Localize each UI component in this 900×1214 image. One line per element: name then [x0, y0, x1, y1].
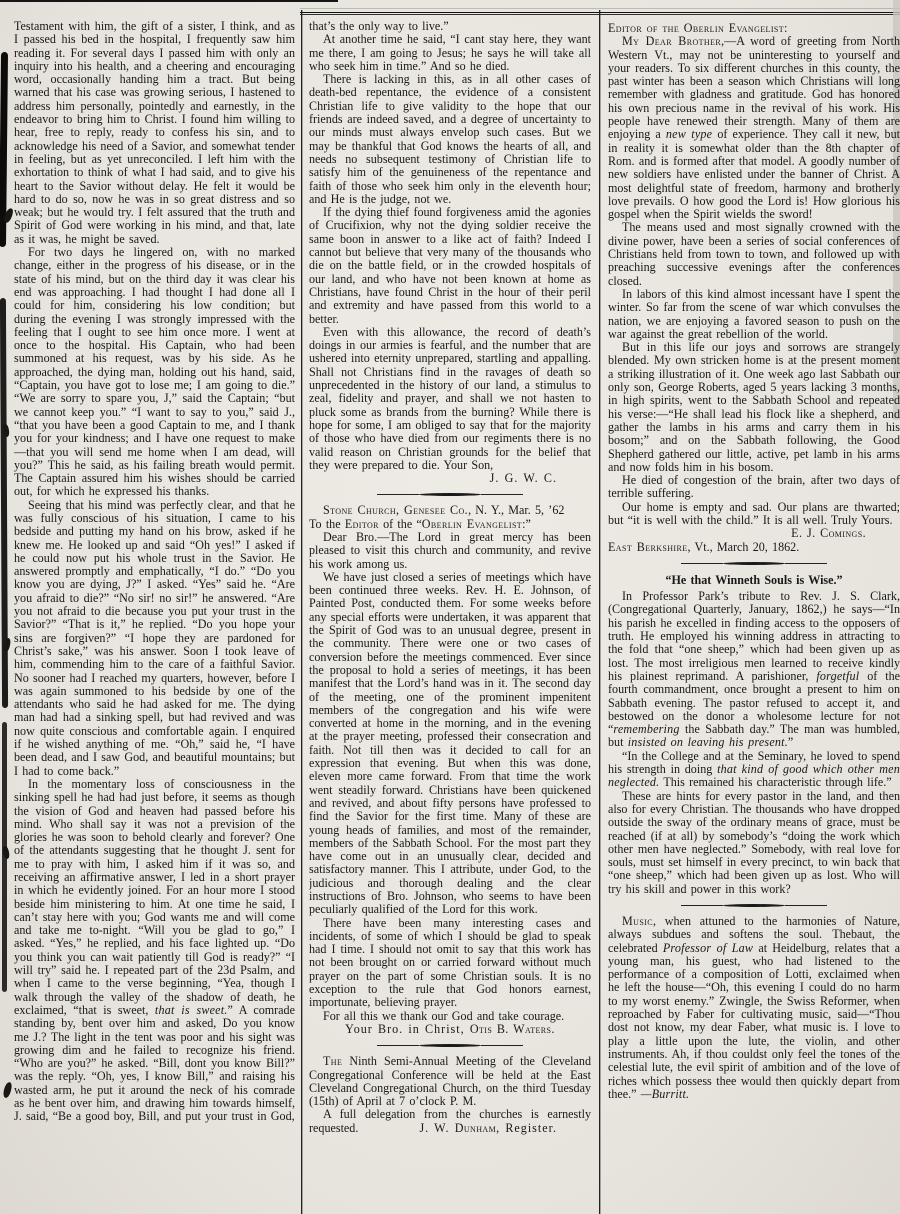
separator-rule [608, 899, 900, 912]
paragraph: These are hints for every pastor in the land, and then also for every Christian. The thousands who have dropped outside the sway of the ordinary means of grace, must be reached (if at all) by somebody’s “doing the work which other men have neglected.” Somebody, with real love for souls, must set himself in every precinct, to win back that “one sheep,” which had been given up as lost. Who will try his skill and power in this work? [608, 788, 900, 896]
separator-rule [309, 1039, 591, 1052]
rule-line [681, 563, 723, 564]
rule-center [723, 562, 785, 565]
paragraph: Our home is empty and sad. Our plans are thwarted; but “it is well with the child.” It is all well. Truly Yours. [608, 499, 900, 527]
paragraph: Music, when attuned to the harmonies of Nature, always subdues and softens the soul. Thebaut, the celebrated Professor of Law at Heidelburg, relates that a young man, his guest, who had listened to the performance of a composition of Lotti, exclaimed when he left the house—“Oh, this evening I could do no harm to my worst enemy.” Zwingle, the Swiss Reformer, when reproached by Faber for cultivating music, said—“Thou dost not know, my dear Faber, what music is. I love to play a little upon the lute, the violin, and other instruments. Ah, if thou couldst only feel the tones of the celestial lute, the evil spirit of ambition and of the love of riches which possess thee would then quickly depart from thee.” —Burritt. [608, 914, 900, 1101]
paragraph: Even with this allowance, the record of death’s doings in our armies is fearful, and the number that are ushered into eternity unprepared, startling and appalling. Shall not Christians find in the ravages of death so unprecedented in the history of our land, a stimulus to zeal, fidelity and prayer, and shall we not hasten to pluck some as brands from the burning? While there is hope for some, I am obliged to say that for the majority of those who have died from our regiments there is no valid reason on Christian grounds for the belief that they were prepared to die. Your Son, [309, 324, 591, 472]
paragraph: We have just closed a series of meetings which have been continued three weeks. Rev. H. E. Johnson, of Painted Post, conducted them. For some weeks before any special efforts were undertaken, it was apparent that the Spirit of God was to an unusual degree, present in the community. There were one or two cases of conversion before the meetings commenced. Ever since the proposal to hold a series of meetings, it has been manifest that the Lord’s hand was in it. The second day of the meeting, one of the prominent impenitent members of the congregation and his wife were converted at home in the morning, and in the evening at the prayer meeting, professed their consecration and faith. Not till then was it decided to call for an expression that evening. But when this was done, eleven more came forward. From that time the work went steadily forward. Christians have been quickened and revived, and about fifty persons have professed to find the Savior for the first time. Many of these are young heads of families, and most of the remainder, members of the Sabbath School. For the most part they have come out in an unusually clear, decided and satisfactory manner. This I attribute, under God, to the judicious and thorough dealing and the clear instructions of Bro. Johnson, who seems to have been peculiarly qualified of the Lord for this work. [309, 569, 591, 917]
column-1 [14, 0, 295, 1214]
salutation: To the Editor of the “Oberlin Evangelist:” [309, 516, 531, 531]
paragraph: “In the College and at the Seminary, he loved to spend his strength in doing that kind of good which other men neglected. This remained his characteristic through life.” [608, 748, 900, 790]
paragraph: In Professor Park’s tribute to Rev. J. S. Clark, (Congregational Quarterly, January, 1862,) he says—“In his parish he excelled in finding access to the opposers of truth. He employed his winning address in attracting to the fold that “one sheep,” which had been given up as lost. The most irreligious men learned to receive kindly his plainest reprimand. A parishioner, forgetful of the fourth commandment, once brought a present to him on Sabbath evening. The pastor refused to accept it, and bestowed on the donor a wholesome lecture for not “remembering the Sabbath day.” The man was humbled, but insisted on leaving his present.” [608, 589, 900, 750]
rule-line [785, 905, 827, 906]
article-title: “He that Winneth Souls is Wise.” [665, 572, 843, 587]
paragraph: In the momentary loss of consciousness in the sinking spell he had had just before, it seems as though the vision of God and heaven had passed before his mind. Who shall say it was not a prevision of the glories he was soon to behold clearly and forever? One of the attendants suggesting that he thought J. sent for me to pray with him, I asked him if it was so, and receiving an affirmative answer, I led in a short prayer in which he evidently joined. For an hour more I stood beside him ministering to him. At one time he said, I can’t stay here with you; God wants me and will come and take me to-night. “Will you be glad to go,” I asked. “Yes,” he replied, and his face lighted up. “Do you think you can wait patiently till God is ready?” “I will try” said he. I repeated part of the 23d Psalm, and when I came to the verse beginning, “Yea, though I walk through the valley of the shadow of death, he exclaimed, “that is sweet, that is sweet.” A comrade standing by, bent over him and asked, Do you know me J.? The light in the tent was poor and his sight was growing dim and he failed to recognize his friend. “Who are you?” he asked. “Bill, dont you know Bill?” was the reply. “Oh, yes, I know Bill,” and raising his wasted arm, he put it around the neck of his comrade as he bent over him, and drawing him towards himself, J. said, “Be a good boy, Bill, and put your trust in God, [14, 776, 295, 1124]
notice: The Ninth Semi-Annual Meeting of the Cleveland Congregational Conference will be held at the East Cleveland Congregational Church, on the third Tuesday (15th) of April at 7 o’clock P. M. [309, 1054, 591, 1109]
column-3 [608, 0, 900, 1214]
binding-mark [2, 1081, 12, 1098]
paragraph: There have been many interesting cases and incidents, of some of which I should be glad to speak had I time. I should not omit to say that this work has not been brought on or carried forward without much prayer on the part of some Christian souls. It is no exception to the rule that God honors earnest, importunate, believing prayer. [309, 915, 591, 1010]
rule-line [785, 563, 827, 564]
dateline: Stone Church, Genesee Co., N. Y., Mar. 5, ’62 [323, 503, 565, 518]
section-heading: Editor of the Oberlin Evangelist: [608, 21, 788, 35]
rule-line [481, 1045, 523, 1046]
column-2 [309, 0, 591, 1214]
paragraph: If the dying thief found forgiveness amid the agonies of Crucifixion, why not the dying soldier receive the same boon in answer to a like act of faith? Indeed I cannot but believe that very many of the thousands who die on the battle field, or in the crowded hospitals of our land, and who have not been known at home as Christians, have found Christ in the hour of their peril and extremity and have passed from this world to a better. [309, 205, 591, 326]
paragraph: He died of congestion of the brain, after two days of terrible suffering. [608, 473, 900, 501]
paragraph: But in this life our joys and sorrows are strangely blended. My own stricken home is at the present moment a striking illustration of it. One week ago last Sabbath our only son, George Roberts, aged 5 years lacking 3 months, in high spirits, went to the Sabbath School and repeated his verse:—“He shall lead his flock like a shepherd, and gather the lambs in his arms and carry them in his bosom;” and on the Sabbath following, the Good Shepherd gathered our little, active, pet lamb in his arms and now folds him in his bosom. [608, 340, 900, 474]
dateline: East Berkshire, Vt., March 20, 1862. [608, 539, 800, 554]
paragraph: The means used and most signally crowned with the divine power, have been a series of social conferences of Christians held from town to town, and followed up with preaching successive evenings after the conferences closed. [608, 220, 900, 288]
notice: A full delegation from the churches is earnestly requested. [309, 1107, 591, 1135]
paragraph: Testament with him, the gift of a sister, I think, and as I passed his bed in the hospital, I frequently saw him reading it. For several days I passed him with only an inquiry into his health, and a cheering and encouraging word, occasionally handing him a tract. But being warned that his case was growing serious, I hastened to address him personally, pointedly and earnestly, in the endeavor to bring him to Christ. I found him willing to hear, free to reply, ready to confess his sin, and to acknowledge his need of a Savior, and somewhat tender in feeling, but as yet unreconciled. I left him with the exhortation to think of what I had said, and to give his heart to the Savior without delay. He felt it would be hard to do so, now he was in so great distress and so weak; but he would try. I felt assured that the truth and Spirit of God were working in his mind, and that, late as it was, he might be saved. [14, 19, 295, 246]
paragraph: My Dear Brother,—A word of greeting from North Western Vt., may not be uninteresting to yourself and your readers. To six different churches in this county, the past winter has been a season which Christians will long remember with gladness and gratitude. God has honored his own precious name in the revival of his work. His people have renewed their strength. Many of them are enjoying a new type of experience. They call it new, but in reality it is somewhat older than the 8th chapter of Rom. and is formed after that model. A goodly number of new soldiers have enlisted under the banner of Christ. A most delightful state of freedom, harmony and brotherly love prevails. O how good the Lord is! How glorious his gospel when the Spirit wields the sword! [608, 34, 900, 222]
rule-line [377, 494, 419, 495]
rule-line [481, 494, 523, 495]
rule-center [419, 1044, 481, 1047]
column-rule-2 [599, 10, 600, 1214]
signature: J. W. Dunham, Register. [419, 1120, 557, 1135]
signature: J. G. W. C. [489, 471, 557, 486]
rule-center [419, 493, 481, 496]
paragraph: For all this we thank our God and take courage. [323, 1008, 565, 1023]
paragraph: At another time he said, “I cant stay here, they want me there, I am going to Jesus; he says he will take all who seek him in time.” And so he died. [309, 32, 591, 73]
paragraph: In labors of this kind almost incessant have I spent the winter. So far from the scene of war which convulses the nation, we are enjoying a favored season to push on the war against the great rebellion of the world. [608, 286, 900, 341]
rule-line [377, 1045, 419, 1046]
separator-rule [608, 557, 900, 570]
signature: Your Bro. in Christ, Otis B. Waters. [345, 1021, 555, 1036]
paragraph: Dear Bro.—The Lord in great mercy has been pleased to visit this church and community, and revive his work among us. [309, 529, 591, 571]
signature: E. J. Comings. [791, 526, 866, 541]
paragraph: There is lacking in this, as in all other cases of death-bed repentance, the evidence of a consistent Christian life to give validity to the hope that our friends are indeed saved, and a degree of uncertainty to our minds must always envelop such cases. But we may be thankful that God knows the hearts of all, and needs no subsequent testimony of Christian life to satisfy him of the genuineness of the repentance and faith of those who seek him only in the eleventh hour; and He is the judge, not we. [309, 72, 591, 206]
paragraph: that’s the only way to live.” [309, 19, 449, 33]
column-rule-1 [301, 10, 302, 1214]
rule-center [723, 904, 785, 907]
paragraph: For two days he lingered on, with no marked change, either in the progress of his disease, or in the state of his mind, but on the third day it was clear his end was approaching. I had thought I had done all I could for him, considering his low condition; but during the evening I was strongly impressed with the feeling that I ought to see him once more. I went at once to the hospital. His Captain, who had been summoned at his request, was by his side. As he approached, the dying man, holding out his hand, said, “Captain, you have got to lose me; I am going to die.” “We are sorry to spare you, J,” said the Captain; “but we cannot keep you.” “I want to say to you,” said J., “that you have been a good Captain to me, and I thank you for your kindness; and I have one request to make—that you will send me home when I am dead, will you?” This he said, as his failing breath would permit. The Captain assured him his wishes should be carried out, for which he expressed his thanks. [14, 245, 295, 499]
separator-rule [309, 488, 591, 501]
rule-line [681, 905, 723, 906]
paragraph: Seeing that his mind was perfectly clear, and that he was fully conscious of his situation, I came to his bedside and putting my hand on his brow, asked if he knew me. He looked up and said “Oh yes!” I asked if he could now put his whole trust in the Savior. He answered promptly and emphatically, “I do.” “Do you know you are dying, J?” I asked. “Yes” said he. “Are you afraid to die?” “No sir! no sir!” he answered. “Are you not afraid to die because you put your trust in the Savior?” “That is it,” he replied. “Do you hope your sins are forgiven?” “I hope they are pardoned for Christ’s sake,” was his answer. Soon I took leave of him, commending him to the care of a faithful Savior. No sooner had I reached my quarters, however, before I was again summoned to his bedside by one of the attendants who said he had asked for me. The dying man had had a sinking spell, but had revived and was now quite conscious and comfortable again. I enquired if he wished anything of me. “Oh,” said he, “I have been dead, and I saw God, and beautiful mountains; but I had to come back.” [14, 497, 295, 778]
